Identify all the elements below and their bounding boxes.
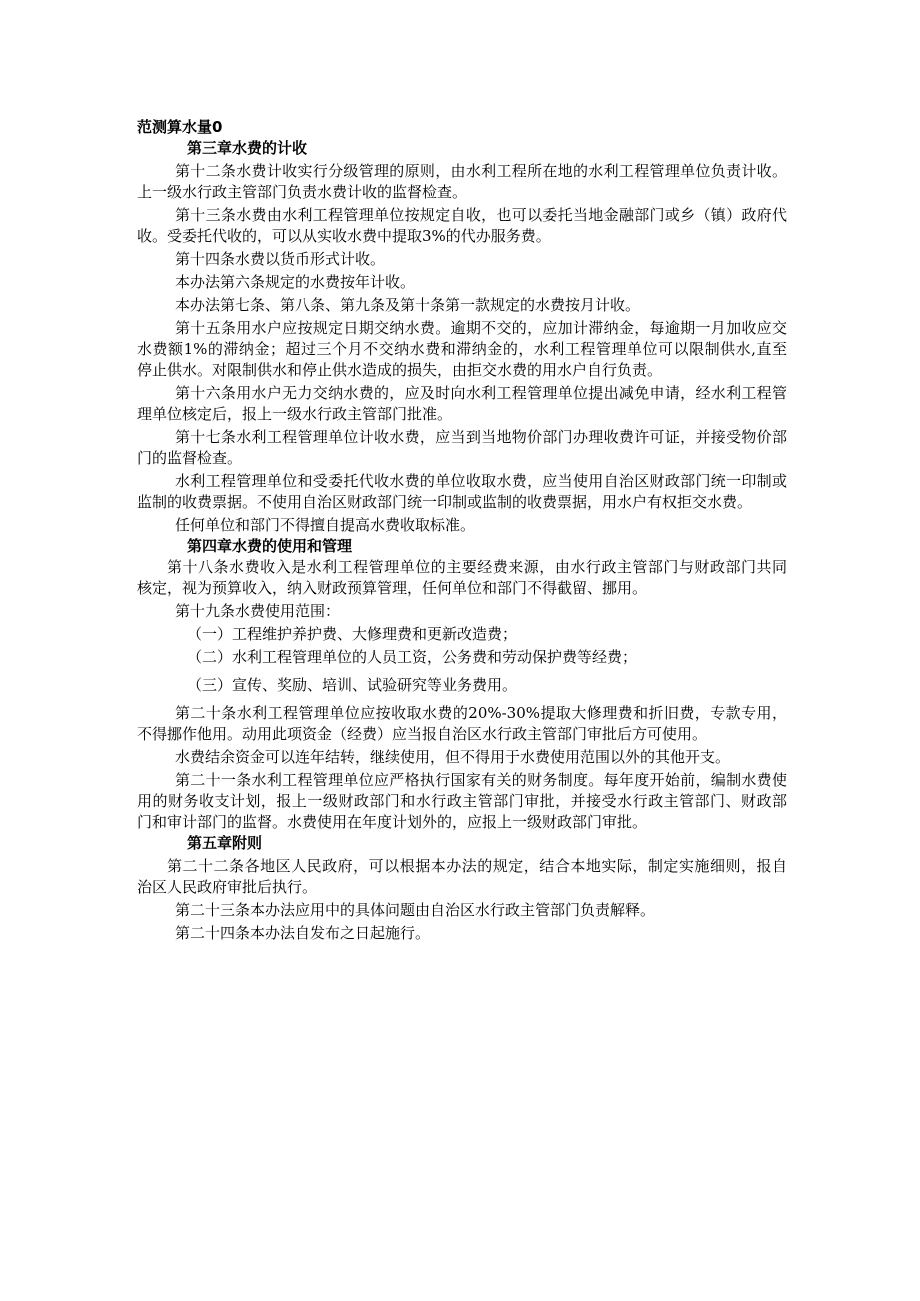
article-15-line-3: 停止供水。对限制供水和停止供水造成的损失，由拒交水费的用水户自行负责。 xyxy=(137,361,663,379)
article-14-line-3: 本办法第七条、第八条、第九条及第十条第一款规定的水费按月计收。 xyxy=(175,296,641,314)
article-13-line-2: 收。受委托代收的，可以从实收水费中提取3%的代办服务费。 xyxy=(137,227,551,245)
article-22-line-2: 治区人民政府审批后执行。 xyxy=(137,878,318,896)
chapter-4-title: 第四章水费的使用和管理 xyxy=(187,537,353,555)
article-17-line-4: 监制的收费票据。不使用自治区财政部门统一印制或监制的收费票据，用水户有权拒交水费。 xyxy=(137,493,753,511)
article-19-item-1: （一）工程维护养护费、大修理费和更新改造费； xyxy=(187,625,518,643)
article-17-line-3: 水利工程管理单位和受委托代收水费的单位收取水费，应当使用自治区财政部门统一印制或 xyxy=(175,472,787,490)
article-14-line-1: 第十四条水费以货币形式计收。 xyxy=(175,250,386,268)
article-19-item-3: （三）宣传、奖励、培训、试验研究等业务费用。 xyxy=(187,676,518,694)
article-23-line-1: 第二十三条本办法应用中的具体问题由自治区水行政主管部门负责解释。 xyxy=(175,901,656,919)
article-12-line-2: 上一级水行政主管部门负责水费计收的监督检查。 xyxy=(137,183,468,201)
article-18-line-2: 核定，视为预算收入，纳入财政预算管理，任何单位和部门不得截留、挪用。 xyxy=(137,579,648,597)
article-20-line-2: 不得挪作他用。动用此项资金（经费）应当报自治区水行政主管部门审批后方可使用。 xyxy=(137,725,708,743)
article-15-line-2: 水费额1%的滞纳金；超过三个月不交纳水费和滞纳金的，水利工程管理单位可以限制供水,直至 xyxy=(137,340,787,358)
top-label: 范测算水量0 xyxy=(137,118,223,136)
article-20-line-1: 第二十条水利工程管理单位应按收取水费的20%-30%提取大修理费和折旧费，专款专用， xyxy=(175,704,787,722)
article-18-line-1: 第十八条水费收入是水利工程管理单位的主要经费来源，由水行政主管部门与财政部门共同 xyxy=(167,558,787,576)
article-20-line-3: 水费结余资金可以连年结转，继续使用，但不得用于水费使用范围以外的其他开支。 xyxy=(175,748,731,766)
article-14-line-2: 本办法第六条规定的水费按年计收。 xyxy=(175,273,416,291)
article-17-line-5: 任何单位和部门不得擅自提高水费收取标准。 xyxy=(175,516,476,534)
article-13-line-1: 第十三条水费由水利工程管理单位按规定自收，也可以委托当地金融部门或乡（镇）政府代 xyxy=(175,206,787,224)
article-16-line-2: 理单位核定后，报上一级水行政主管部门批准。 xyxy=(137,405,453,423)
article-19-item-2: （二）水利工程管理单位的人员工资，公务费和劳动保护费等经费； xyxy=(187,648,638,666)
article-19-line-1: 第十九条水费使用范围： xyxy=(175,602,341,620)
article-22-line-1: 第二十二条各地区人民政府，可以根据本办法的规定，结合本地实际，制定实施细则，报自 xyxy=(167,857,787,875)
article-17-line-1: 第十七条水利工程管理单位计收水费，应当到当地物价部门办理收费许可证，并接受物价部 xyxy=(175,428,787,446)
article-21-line-2: 用的财务收支计划，报上一级财政部门和水行政主管部门审批，并接受水行政主管部门、财政部 xyxy=(137,792,787,810)
article-17-line-2: 门的监督检查。 xyxy=(137,449,243,467)
article-21-line-3: 门和审计部门的监督。水费使用在年度计划外的，应报上一级财政部门审批。 xyxy=(137,813,648,831)
chapter-3-title: 第三章水费的计收 xyxy=(187,139,308,157)
article-16-line-1: 第十六条用水户无力交纳水费的，应及时向水利工程管理单位提出减免申请，经水利工程管 xyxy=(175,384,787,402)
article-12-line-1: 第十二条水费计收实行分级管理的原则，由水利工程所在地的水利工程管理单位负责计收。 xyxy=(175,162,787,180)
chapter-5-title: 第五章附则 xyxy=(187,834,263,852)
article-15-line-1: 第十五条用水户应按规定日期交纳水费。逾期不交的，应加计滞纳金，每逾期一月加收应交 xyxy=(175,319,787,337)
document-page xyxy=(137,117,787,944)
article-24-line-1: 第二十四条本办法自发布之日起施行。 xyxy=(175,924,431,942)
article-21-line-1: 第二十一条水利工程管理单位应严格执行国家有关的财务制度。每年度开始前，编制水费使 xyxy=(175,771,787,789)
